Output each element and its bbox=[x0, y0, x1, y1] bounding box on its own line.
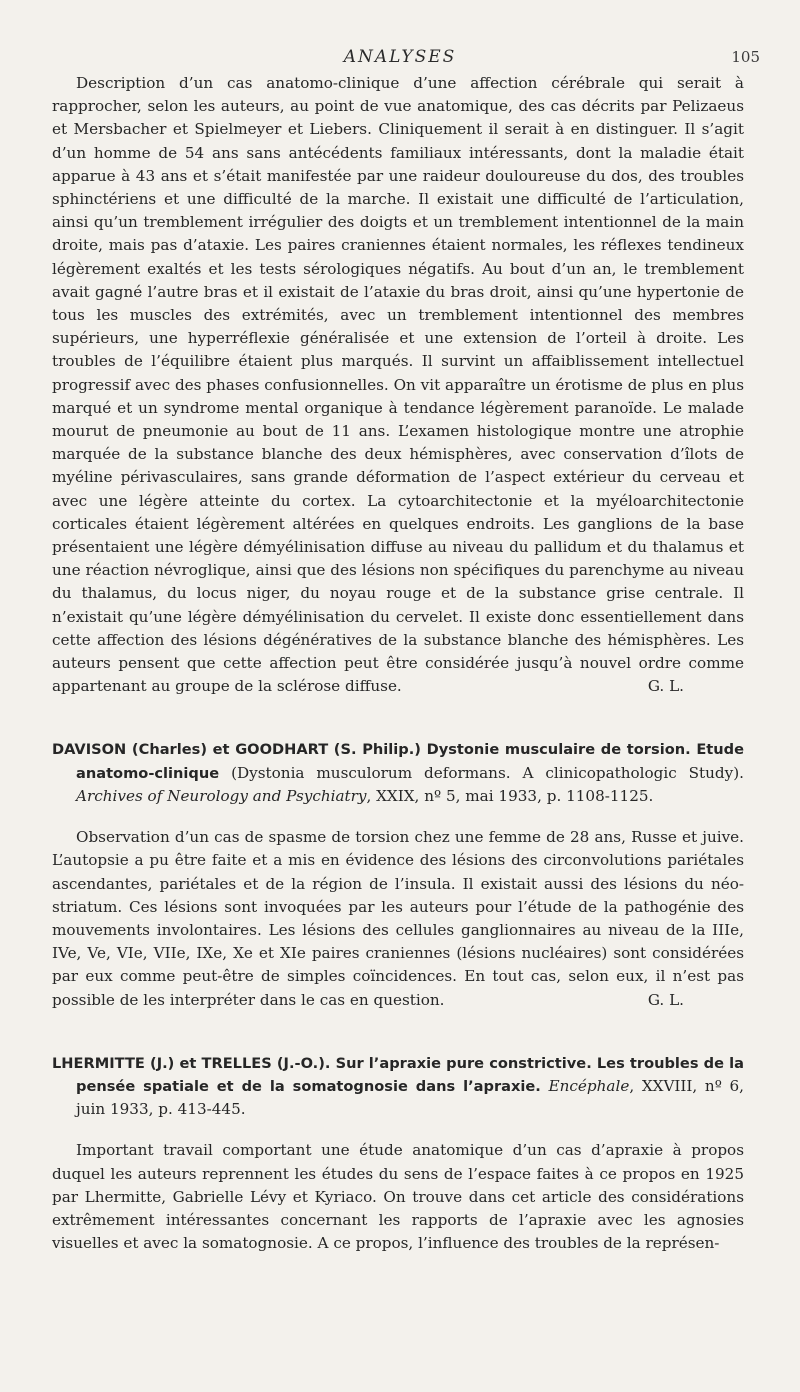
body-text bbox=[52, 72, 744, 1255]
entry-journal: Archives of Neurology and Psychiatry bbox=[76, 786, 367, 805]
abstract-continued bbox=[52, 72, 744, 698]
abstract-paragraph bbox=[52, 72, 744, 698]
running-title: ANALYSES bbox=[343, 47, 457, 67]
entry-abstract bbox=[52, 826, 744, 1012]
entry-authors-title: DAVISON (Charles) et GOODHART (S. Philip.) Dystonie musculaire de torsion. Etude anatomo-clinique bbox=[52, 741, 744, 782]
entry-reference: , XXIX, nº 5, mai 1933, p. 1108-1125. bbox=[366, 786, 654, 805]
bibliographic-entry-davison bbox=[52, 738, 744, 1011]
entry-journal: Encéphale bbox=[548, 1076, 630, 1095]
entry-authors-title: LHERMITTE (J.) et TRELLES (J.-O.). Sur l’apraxie pure constrictive. Les troubles de la pensée spatiale et de la somatognosie dans l’apraxie. bbox=[52, 1054, 744, 1095]
abstract-text: Description d’un cas anatomo-clinique d’une affection cérébrale qui serait à rapprocher, selon les auteurs, au point de vue anatomique, des cas décrits par Pelizaeus et Mersbacher et Spielmeyer et Liebers. Cliniquement il serait à en distinguer. Il s’agit d’un homme de 54 ans sans antécédents familiaux intéressants, dont la maladie était apparue à 43 ans et s’était manifestée par une raideur douloureuse du dos, des troubles sphinctériens et une difficulté de la marche. Il existait une difficulté de l’articulation, ainsi qu’un tremblement irrégulier des doigts et un tremblement intentionnel de la main droite, mais pas d’ataxie. Les paires craniennes étaient normales, les réflexes tendineux légèrement exaltés et les tests sérologiques négatifs. Au bout d’un an, le tremblement avait gagné l’autre bras et il existait de l’ataxie du bras droit, ainsi qu’une hypertonie de tous les muscles des extrémités, avec un tremblement intentionnel des membres supérieurs, une hyperréflexie généralisée et une extension de l’orteil à droite. Les troubles de l’équilibre étaient plus marqués. Il survint un affaiblissement intellectuel progressif avec des phases confusionnelles. On vit apparaître un érotisme de plus en plus marqué et un syndrome mental organique à tendance légèrement paranoïde. Le malade mourut de pneumonie au bout de 11 ans. L’examen histologique montre une atrophie marquée de la substance blanche des deux hémisphères, avec conservation d’îlots de myéline périvasculaires, sans grande déformation de l’aspect extérieur du cerveau et avec une légère atteinte du cortex. La cytoarchitectonie et la myéloarchitectonie corticales étaient légèrement altérées en quelques endroits. Les ganglions de la base présentaient une légère démyélinisation diffuse au niveau du pallidum et du thalamus et une réaction névroglique, ainsi que des lésions non spécifiques du parenchyme au niveau du thalamus, du locus niger, du noyau rouge et de la substance grise centrale. Il n’existait qu’une légère démyélinisation du cervelet. Il existe donc essentiellement dans cette affection des lésions dégénératives de la substance blanche des hémisphères. Les auteurs pensent que cette affection peut être considérée jusqu’à nouvel ordre comme appartenant au groupe de la sclérose diffuse. bbox=[52, 74, 744, 696]
bibliographic-entry-lhermitte bbox=[52, 1052, 744, 1256]
entry-abstract-text: Observation d’un cas de spasme de torsion chez une femme de 28 ans, Russe et juive. L’autopsie a pu être faite et a mis en évidence des lésions des circonvolutions pariétales ascendantes, pariétales et de la région de l’insula. Il existait aussi des lésions du néo-striatum. Ces lésions sont invoquées par les auteurs pour l’étude de la pathogénie des mouvements involontaires. Les lésions des cellules ganglionnaires au niveau de la IIIe, IVe, Ve, VIe, VIIe, IXe, Xe et XIe paires craniennes (lésions nucléaires) sont considérées par eux comme peut-être de simples coïncidences. En tout cas, selon eux, il n’est pas possible de les interpréter dans le cas en question. bbox=[52, 828, 744, 1009]
entry-translation: (Dystonia musculorum deformans. A clinicopathologic Study). bbox=[219, 763, 744, 782]
running-header bbox=[0, 44, 800, 70]
entry-reference: , XXVIII, nº 6, juin 1933, p. 413-445. bbox=[76, 1076, 745, 1119]
entry-heading bbox=[52, 1052, 744, 1122]
entry-abstract bbox=[52, 1139, 744, 1255]
abstract-signoff: G. L. bbox=[647, 677, 684, 696]
entry-abstract-text: Important travail comportant une étude anatomique d’un cas d’apraxie à propos duquel les auteurs reprennent les études du sens de l’espace faites à ce propos en 1925 par Lhermitte, Gabrielle Lévy et Kyriaco. On trouve dans cet article des considérations extrêmement intéressantes concernant les rapports de l’apraxie avec les agnosies visuelles et avec la somatognosie. A ce propos, l’influence des troubles de la représen- bbox=[52, 1141, 744, 1253]
page-number: 105 bbox=[731, 48, 760, 66]
entry-signoff: G. L. bbox=[647, 990, 684, 1009]
entry-heading bbox=[52, 738, 744, 808]
